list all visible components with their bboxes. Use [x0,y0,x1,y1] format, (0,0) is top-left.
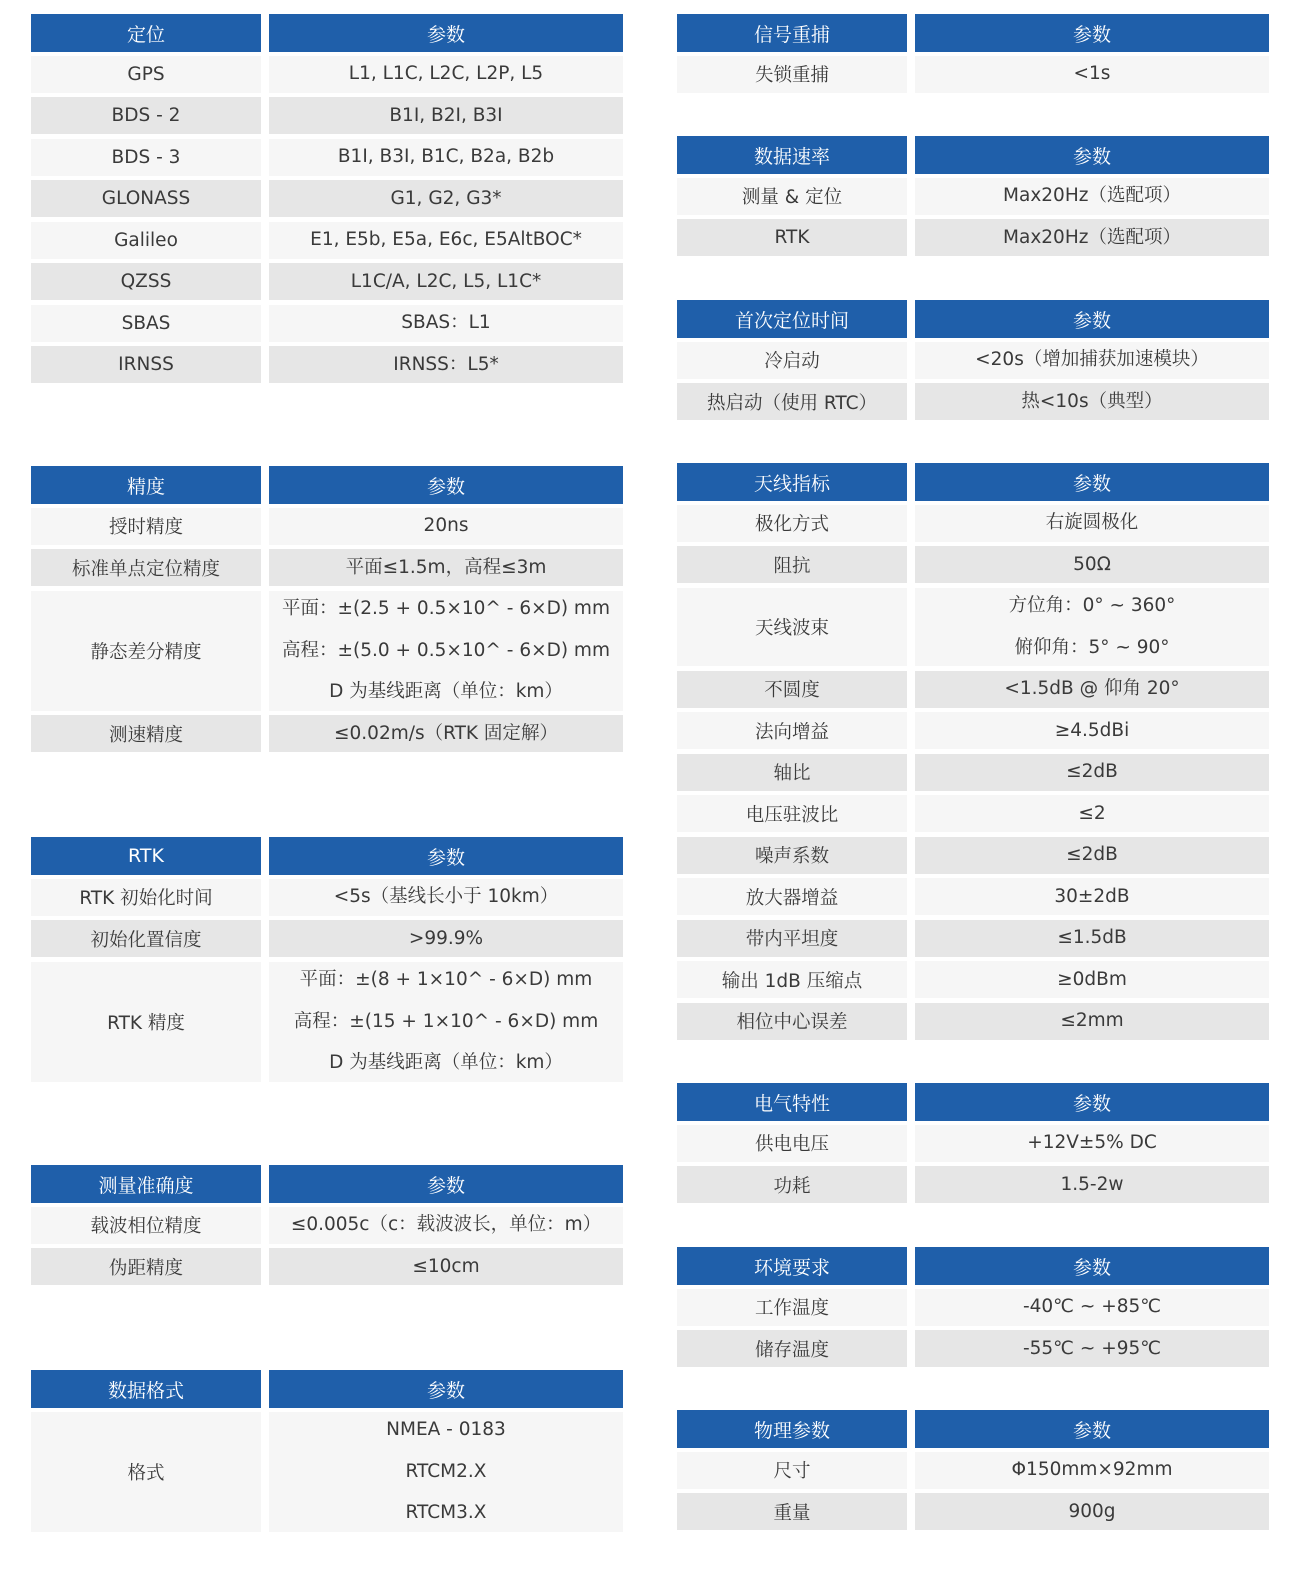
table-row [31,139,623,176]
header-category: 数据速率 [677,136,907,174]
row-value [269,508,623,545]
row-label: SBAS [31,305,261,342]
header-param: 参数 [269,837,623,875]
row-value [915,712,1269,749]
table-row [677,546,1269,583]
value-line: 1.5-2w [1060,1173,1124,1195]
spec-table [677,1083,1269,1208]
value-line: -55℃ ~ +95℃ [1022,1337,1162,1359]
row-label: 电压驻波比 [677,795,907,832]
header-category: 测量准确度 [31,1165,261,1203]
row-value [915,754,1269,791]
row-value [915,795,1269,832]
table-header [677,1247,1269,1285]
row-label: 伪距精度 [31,1248,261,1285]
value-line: 30±2dB [1054,885,1130,907]
value-line: D 为基线距离（单位：km） [329,1052,563,1074]
row-value [269,222,623,259]
table-row [31,715,623,752]
spec-table [31,14,623,388]
spec-table [677,463,1269,1044]
row-label: 载波相位精度 [31,1207,261,1244]
table-header [31,14,623,52]
table-row [31,56,623,93]
row-label: BDS - 3 [31,139,261,176]
table-row [677,1493,1269,1530]
row-label: GPS [31,56,261,93]
table-row [677,56,1269,93]
header-param: 参数 [915,300,1269,338]
value-line: <1.5dB @ 仰角 20° [1004,678,1180,700]
value-line: ≤10cm [412,1255,480,1277]
value-line: E1, E5b, E5a, E6c, E5AltBOC* [310,229,582,251]
row-value [915,920,1269,957]
row-label: 带内平坦度 [677,920,907,957]
value-line: ≤2dB [1066,844,1118,866]
table-row [677,178,1269,215]
header-param: 参数 [269,466,623,504]
table-row [31,346,623,383]
value-line: 热<10s（典型） [1021,390,1163,412]
value-line: Max20Hz（选配项） [1003,185,1181,207]
value-line: NMEA - 0183 [386,1419,506,1441]
header-category: 数据格式 [31,1370,261,1408]
row-label: RTK 精度 [31,962,261,1082]
row-value [915,1125,1269,1162]
header-param: 参数 [915,136,1269,174]
table-row [677,795,1269,832]
row-value [915,1330,1269,1367]
row-label: 尺寸 [677,1452,907,1489]
row-value [269,1412,623,1532]
row-label: RTK [677,219,907,256]
table-row [31,180,623,217]
row-value [915,878,1269,915]
header-category: RTK [31,837,261,875]
header-param: 参数 [269,1165,623,1203]
row-value [269,1248,623,1285]
row-value [915,1493,1269,1530]
header-param: 参数 [915,1083,1269,1121]
value-line: 平面≤1.5m，高程≤3m [345,556,547,578]
row-value [915,383,1269,420]
value-line: ≤2 [1078,802,1106,824]
table-row [677,837,1269,874]
row-label: 重量 [677,1493,907,1530]
table-row [677,712,1269,749]
value-line: 俯仰角：5° ~ 90° [1014,636,1170,658]
row-label: 冷启动 [677,342,907,379]
spec-table [677,1410,1269,1535]
header-param: 参数 [915,1410,1269,1448]
value-line: ≥0dBm [1057,968,1127,990]
table-row [677,671,1269,708]
table-row [31,508,623,545]
row-value [269,920,623,957]
row-label: 相位中心误差 [677,1003,907,1040]
table-row [31,962,623,1082]
table-row [31,879,623,916]
header-category: 电气特性 [677,1083,907,1121]
spec-table [31,1370,623,1536]
row-label: 静态差分精度 [31,591,261,711]
row-label: 天线波束 [677,588,907,667]
row-value [269,56,623,93]
value-line: IRNSS：L5* [393,353,499,375]
value-line: 平面：±(8 + 1×10^ - 6×D) mm [299,969,593,991]
row-label: IRNSS [31,346,261,383]
value-line: B1I, B3I, B1C, B2a, B2b [337,146,555,168]
row-label: 不圆度 [677,671,907,708]
table-row [31,1207,623,1244]
header-param: 参数 [915,1247,1269,1285]
row-value [915,1289,1269,1326]
table-row [677,588,1269,667]
row-label: 热启动（使用 RTC） [677,383,907,420]
header-param: 参数 [915,14,1269,52]
value-line: ≤2dB [1066,761,1118,783]
value-line: RTCM2.X [405,1460,487,1482]
value-line: RTCM3.X [405,1502,487,1524]
header-category: 信号重捕 [677,14,907,52]
table-header [677,300,1269,338]
row-label: 放大器增益 [677,878,907,915]
value-line: 20ns [423,515,469,537]
value-line: ≥4.5dBi [1054,719,1130,741]
table-header [31,1370,623,1408]
row-label: 初始化置信度 [31,920,261,957]
value-line: G1, G2, G3* [390,187,502,209]
row-value [915,1003,1269,1040]
value-line: B1I, B2I, B3I [389,104,503,126]
value-line: 高程：±(15 + 1×10^ - 6×D) mm [293,1010,599,1032]
row-value [269,549,623,586]
row-value [915,1452,1269,1489]
header-category: 环境要求 [677,1247,907,1285]
value-line: 方位角：0° ~ 360° [1008,595,1176,617]
table-row [677,342,1269,379]
row-value [269,715,623,752]
row-value [269,591,623,711]
row-label: 轴比 [677,754,907,791]
table-row [677,1289,1269,1326]
value-line: L1, L1C, L2C, L2P, L5 [348,63,544,85]
row-label: 法向增益 [677,712,907,749]
row-label: BDS - 2 [31,97,261,134]
value-line: >99.9% [408,927,484,949]
row-value [915,505,1269,542]
value-line: SBAS：L1 [401,312,491,334]
row-value [269,180,623,217]
row-label: QZSS [31,263,261,300]
header-category: 天线指标 [677,463,907,501]
row-label: 测速精度 [31,715,261,752]
row-value [269,346,623,383]
spec-table [31,1165,623,1290]
row-value [915,671,1269,708]
row-value [915,961,1269,998]
table-header [677,1083,1269,1121]
table-row [31,305,623,342]
spec-table [31,466,623,757]
table-row [31,263,623,300]
row-value [269,97,623,134]
row-label: 供电电压 [677,1125,907,1162]
value-line: -40℃ ~ +85℃ [1022,1296,1162,1318]
table-header [31,466,623,504]
table-row [31,591,623,711]
row-value [269,305,623,342]
table-header [677,1410,1269,1448]
row-value [269,139,623,176]
value-line: L1C/A, L2C, L5, L1C* [350,270,542,292]
value-line: ≤1.5dB [1057,927,1127,949]
row-value [269,1207,623,1244]
header-param: 参数 [269,1370,623,1408]
value-line: <20s（增加捕获加速模块） [975,349,1209,371]
row-value [915,342,1269,379]
table-row [31,920,623,957]
row-label: 噪声系数 [677,837,907,874]
value-line: D 为基线距离（单位：km） [329,681,563,703]
spec-table [677,1247,1269,1372]
value-line: <5s（基线长小于 10km） [333,886,559,908]
table-header [677,14,1269,52]
row-label: 工作温度 [677,1289,907,1326]
value-line: 平面：±(2.5 + 0.5×10^ - 6×D) mm [282,598,610,620]
header-category: 定位 [31,14,261,52]
table-header [31,1165,623,1203]
row-label: 储存温度 [677,1330,907,1367]
row-value [915,837,1269,874]
table-row [677,383,1269,420]
value-line: +12V±5% DC [1027,1132,1157,1154]
row-label: 极化方式 [677,505,907,542]
table-row [677,961,1269,998]
row-label: 格式 [31,1412,261,1532]
table-row [677,1125,1269,1162]
row-label: 标准单点定位精度 [31,549,261,586]
table-row [677,1452,1269,1489]
value-line: ≤2mm [1060,1010,1124,1032]
table-row [31,1412,623,1532]
table-row [677,219,1269,256]
spec-table [677,14,1269,97]
value-line: ≤0.02m/s（RTK 固定解） [334,722,558,744]
table-row [677,505,1269,542]
table-row [31,97,623,134]
row-value [269,962,623,1082]
row-label: 输出 1dB 压缩点 [677,961,907,998]
table-row [677,920,1269,957]
table-header [677,136,1269,174]
table-row [677,1166,1269,1203]
value-line: 高程：±(5.0 + 0.5×10^ - 6×D) mm [282,639,610,661]
row-value [915,219,1269,256]
row-label: 失锁重捕 [677,56,907,93]
value-line: 右旋圆极化 [1045,512,1139,534]
header-category: 物理参数 [677,1410,907,1448]
table-row [677,1003,1269,1040]
header-category: 精度 [31,466,261,504]
row-value [269,879,623,916]
table-row [677,878,1269,915]
row-value [915,178,1269,215]
row-label: 阻抗 [677,546,907,583]
row-value [915,588,1269,667]
table-header [677,463,1269,501]
header-param: 参数 [269,14,623,52]
spec-table [677,300,1269,425]
header-param: 参数 [915,463,1269,501]
row-value [915,56,1269,93]
row-value [269,263,623,300]
header-category: 首次定位时间 [677,300,907,338]
spec-table [31,837,623,1086]
value-line: <1s [1073,63,1111,85]
value-line: Φ150mm×92mm [1011,1459,1173,1481]
table-row [31,222,623,259]
row-label: Galileo [31,222,261,259]
row-label: RTK 初始化时间 [31,879,261,916]
table-row [677,754,1269,791]
value-line: 900g [1068,1500,1116,1522]
table-row [31,549,623,586]
row-label: 授时精度 [31,508,261,545]
table-row [31,1248,623,1285]
table-header [31,837,623,875]
value-line: Max20Hz（选配项） [1003,226,1181,248]
row-label: 测量 & 定位 [677,178,907,215]
row-label: GLONASS [31,180,261,217]
value-line: 50Ω [1073,553,1111,575]
row-label: 功耗 [677,1166,907,1203]
row-value [915,546,1269,583]
value-line: ≤0.005c（c：载波波长，单位：m） [290,1214,602,1236]
table-row [677,1330,1269,1367]
spec-table [677,136,1269,261]
row-value [915,1166,1269,1203]
